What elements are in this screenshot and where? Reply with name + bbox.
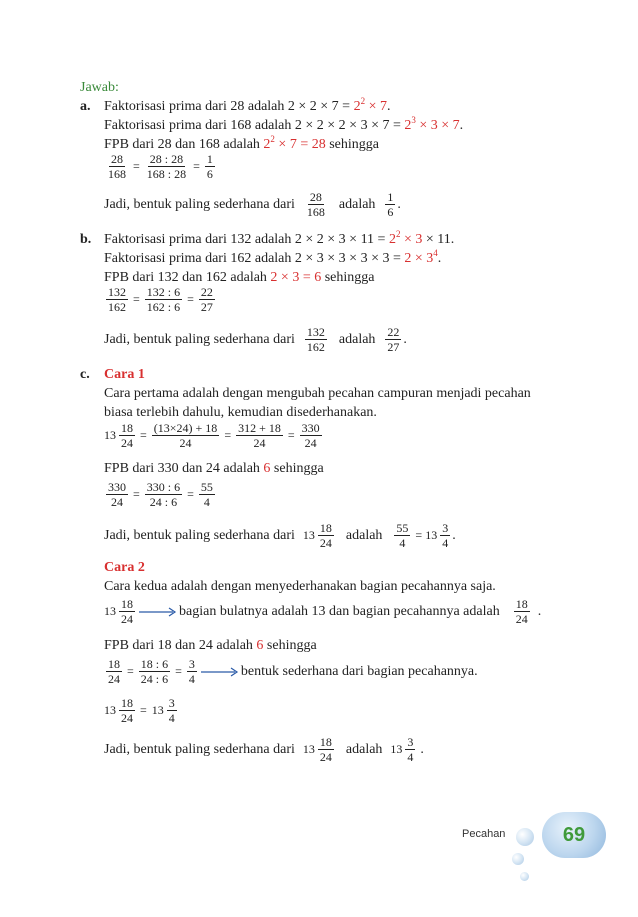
- b-line-1: Faktorisasi prima dari 132 adalah $2 \times 2 \times 3 \times 11 = 2^2 \times 3 \times 11$.: [104, 229, 455, 247]
- decor-bubble: [512, 853, 524, 865]
- cara-1-text-1: Cara pertama adalah dengan mengubah pecahan campuran menjadi pecahan: [104, 386, 531, 401]
- right-arrow-icon: [139, 607, 177, 617]
- b-line-2: Faktorisasi prima dari 162 adalah $2 \times 3 \times 3 \times 3 \times 3 = 2 \times 3^4$.: [104, 248, 442, 266]
- page-number: 69: [562, 823, 586, 846]
- cara-2-heading: Cara 2: [104, 560, 145, 575]
- decor-bubble: [520, 872, 529, 881]
- cara-2-text: Cara kedua adalah dengan menyederhanakan bagian pecahannya saja.: [104, 579, 496, 594]
- answer-heading: Jawab:: [80, 80, 119, 95]
- c-conclusion-1: Jadi, bentuk paling sederhana dari 13 18 24 adalah $\frac{55}{4}$ = 13 3 4 .: [104, 521, 456, 550]
- c-fpb-1: FPB dari 330 dan 24 adalah 6 sehingga: [104, 461, 324, 476]
- item-label-b: b.: [80, 232, 92, 247]
- page-number-badge: [542, 812, 606, 858]
- a-equation: $\frac{28}{168}$ = $\frac{28 : 28}{168 : 28}$ = $\frac{1}{6}$: [108, 152, 213, 181]
- c-equation-4: 13 18 24 = 13 3 4: [104, 696, 175, 725]
- b-line-3: FPB dari 132 dan 162 adalah 2 × 3 = 6 sehingga: [104, 270, 375, 285]
- cara-1-text-2: biasa terlebih dahulu, kemudian disederhanakan.: [104, 405, 377, 420]
- c-equation-1: 13 18 24 = $\frac{(13\times 24) + 18}{24}$ = $\frac{312 + 18}{24}$ = $\frac{330}{24}$: [104, 421, 320, 450]
- b-equation: $\frac{132}{162}$ = $\frac{132 : 6}{162 : 6}$ = $\frac{22}{27}$: [108, 285, 213, 314]
- item-label-a: a.: [80, 99, 91, 114]
- c-fpb-2: FPB dari 18 dan 24 adalah 6 sehingga: [104, 638, 317, 653]
- cara-1-heading: Cara 1: [104, 367, 145, 382]
- a-conclusion: Jadi, bentuk paling sederhana dari 28 168 adalah 1 6 .: [104, 190, 401, 219]
- decor-bubble: [516, 828, 534, 846]
- c-conclusion-2: Jadi, bentuk paling sederhana dari 13 18 24 adalah 13 3 4 .: [104, 735, 424, 764]
- right-arrow-icon: [201, 667, 239, 677]
- a-line-1: Faktorisasi prima dari 28 adalah $2 \times 2 \times 7 = 2^2 \times 7$.: [104, 96, 391, 114]
- item-label-c: c.: [80, 367, 90, 382]
- c-equation-2: $\frac{330}{24}$ = $\frac{330 : 6}{24 : 6}$ = $\frac{55}{4}$: [108, 480, 213, 509]
- a-line-3: FPB dari 28 dan 168 adalah $2^2 \times 7 = 28$ sehingga: [104, 134, 379, 152]
- cara-2-arrow-line: 13 18 24 bagian bulatnya adalah 13 dan bagian pecahannya adalah 18 24 .: [104, 597, 542, 626]
- b-conclusion: Jadi, bentuk paling sederhana dari 132 162 adalah 22 27 .: [104, 325, 407, 354]
- a-line-2: Faktorisasi prima dari 168 adalah $2 \times 2 \times 2 \times 3 \times 7 = 2^3 \times 3 \times 7$.: [104, 115, 464, 133]
- c-equation-3: $\frac{18}{24}$ = $\frac{18 : 6}{24 : 6}$ = $\frac{3}{4}$ bentuk sederhana dari bagian pecahannya.: [108, 657, 478, 686]
- chapter-label: Pecahan: [462, 828, 506, 840]
